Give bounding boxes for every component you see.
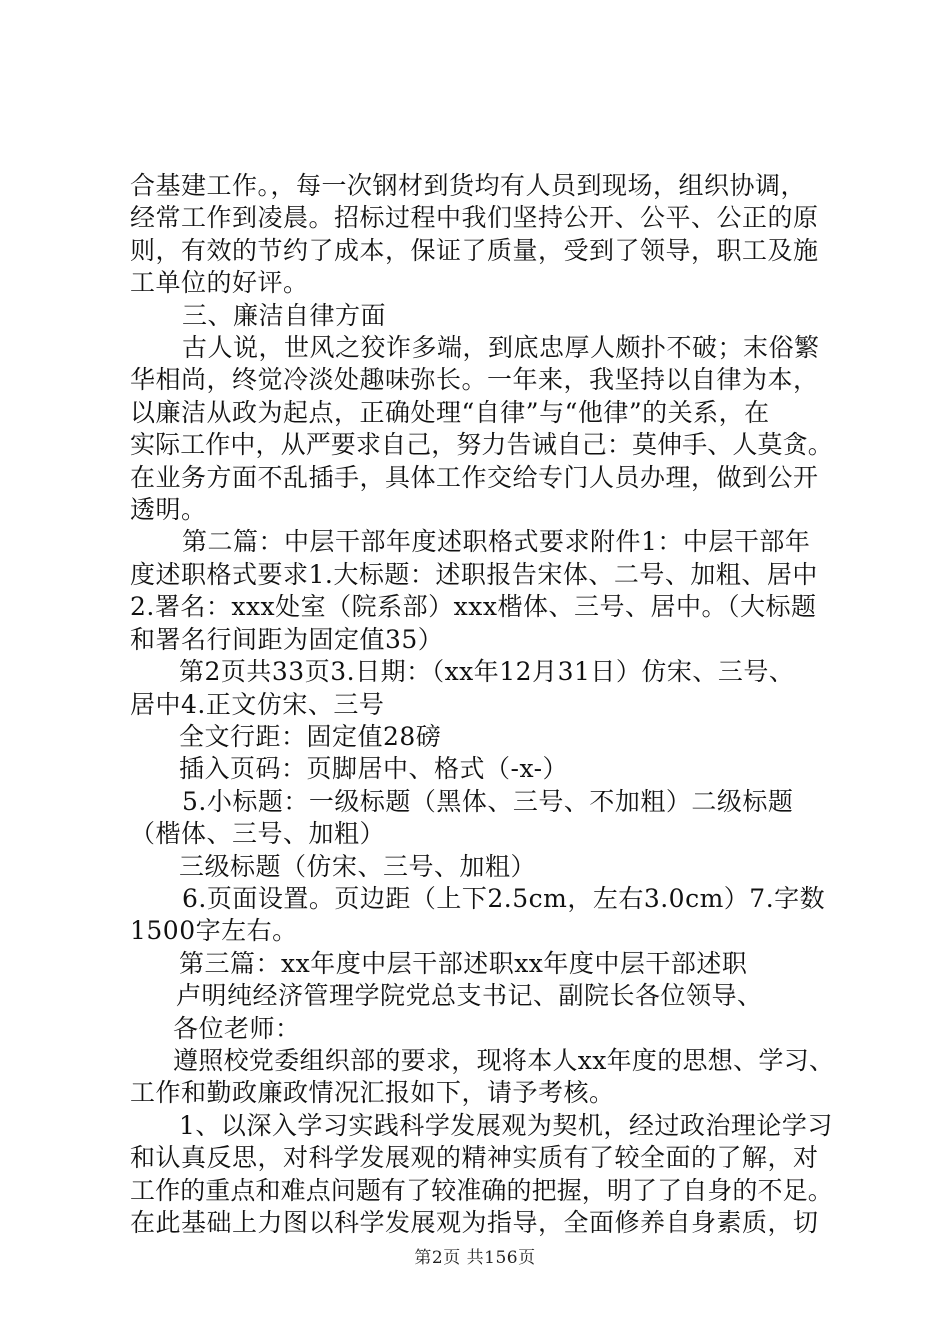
text-line: 在业务方面不乱插手，具体工作交给专门人员办理，做到公开	[130, 462, 819, 492]
text-line: 工单位的好评。	[130, 268, 309, 298]
text-line: 各位老师：	[173, 1013, 301, 1043]
text-line: 工作和勤政廉政情况汇报如下，请予考核。	[130, 1078, 615, 1108]
text-line: 全文行距：固定值28磅	[179, 721, 442, 751]
text-line: 2.署名：xxx处室（院系部）xxx楷体、三号、居中。（大标题	[130, 592, 817, 622]
text-line: 经常工作到凌晨。招标过程中我们坚持公开、公平、公正的原	[130, 203, 819, 233]
text-line: 则，有效的节约了成本，保证了质量，受到了领导，职工及施	[130, 235, 819, 265]
text-line: 古人说，世风之狡诈多端，到底忠厚人颇扑不破；末俗繁	[182, 333, 820, 363]
page-number: 第2页 共156页	[414, 1248, 536, 1268]
text-line: 第2页共33页3.日期：（xx年12月31日）仿宋、三号、	[179, 657, 795, 687]
text-line: 第三篇：xx年度中层干部述职xx年度中层干部述职	[179, 948, 748, 978]
text-line: 1、以深入学习实践科学发展观为契机，经过政治理论学习	[179, 1110, 833, 1140]
text-line: 6.页面设置。页边距（上下2.5cm，左右3.0cm）7.字数	[182, 883, 826, 913]
text-line: 插入页码：页脚居中、格式（-x-）	[179, 754, 569, 784]
page-footer	[0, 1243, 950, 1268]
text-line: 遵照校党委组织部的要求，现将本人xx年度的思想、学习、	[173, 1045, 835, 1075]
text-line: 华相尚，终觉冷淡处趣味弥长。一年来，我坚持以自律为本，	[130, 365, 819, 395]
text-line: 和署名行间距为固定值35）	[130, 624, 444, 654]
text-line: 和认真反思，对科学发展观的精神实质有了较全面的了解，对	[130, 1143, 819, 1173]
text-line: 三级标题（仿宋、三号、加粗）	[179, 851, 537, 881]
text-line: 居中4.正文仿宋、三号	[130, 689, 385, 719]
document-body	[130, 170, 835, 1239]
text-line: 合基建工作。，每一次钢材到货均有人员到现场，组织协调，	[130, 171, 807, 200]
text-line: 在此基础上力图以科学发展观为指导，全面修养自身素质，切	[130, 1208, 819, 1237]
text-line: 度述职格式要求1.大标题：述职报告宋体、二号、加粗、居中	[130, 559, 818, 589]
section-heading: 三、廉洁自律方面	[182, 300, 387, 330]
text-line: 透明。	[130, 495, 207, 525]
text-line: 以廉洁从政为起点，正确处理“自律”与“他律”的关系，在	[130, 397, 770, 427]
text-line: 5.小标题：一级标题（黑体、三号、不加粗）二级标题	[182, 786, 794, 816]
text-line: 第二篇：中层干部年度述职格式要求附件1：中层干部年	[182, 527, 811, 557]
text-line: 工作的重点和难点问题有了较准确的把握，明了了自身的不足。	[130, 1175, 833, 1205]
text-line: （楷体、三号、加粗）	[130, 819, 386, 849]
text-line: 实际工作中，从严要求自己，努力告诫自己：莫伸手、人莫贪。	[130, 430, 833, 460]
text-line: 卢明纯经济管理学院党总支书记、副院长各位领导、	[176, 981, 763, 1011]
text-line: 1500字左右。	[130, 916, 298, 946]
